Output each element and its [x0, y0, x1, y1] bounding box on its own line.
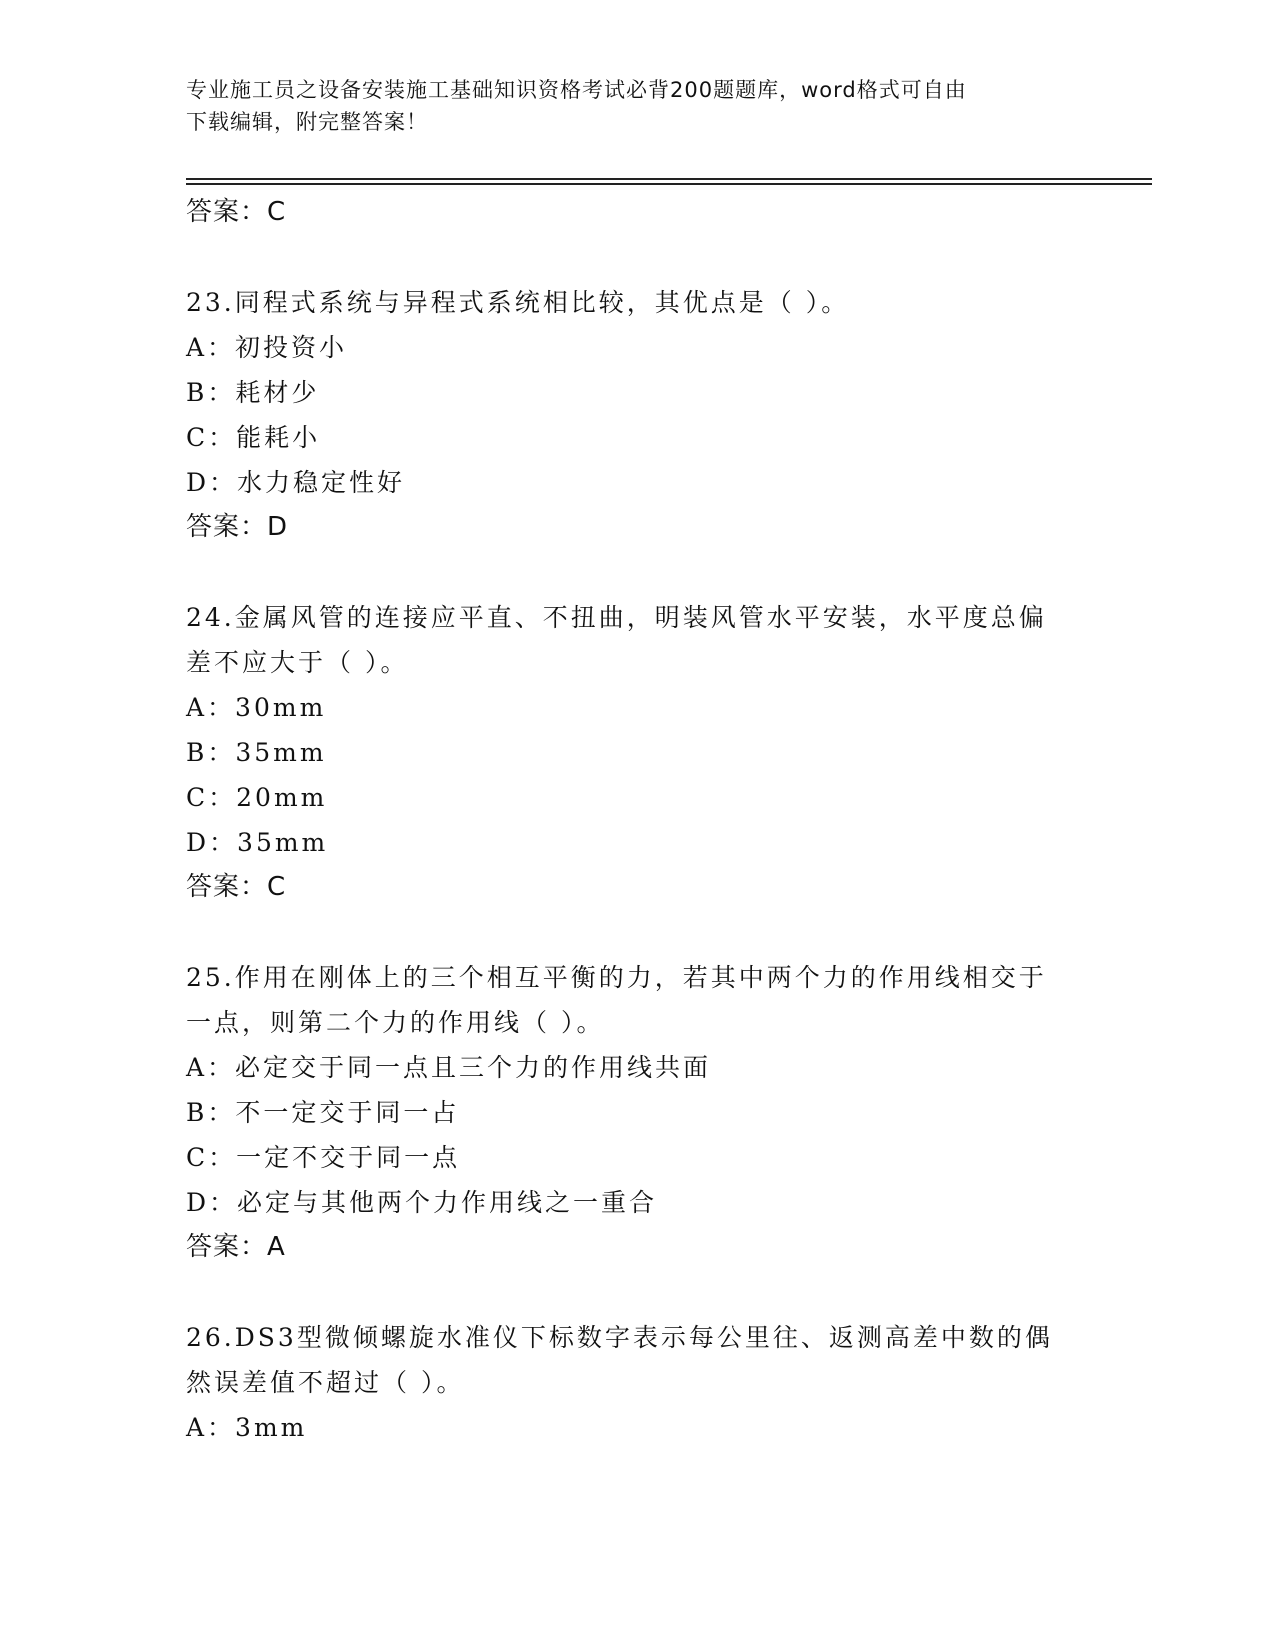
question-text: 25.作用在刚体上的三个相互平衡的力，若其中两个力的作用线相交于 — [186, 963, 1047, 992]
question-list — [186, 190, 1086, 1450]
option-a: A：必定交于同一点且三个力的作用线共面 — [186, 1053, 712, 1082]
previous-answer: 答案：C — [186, 197, 287, 227]
answer: 答案：D — [186, 512, 289, 542]
spacer — [186, 910, 1086, 955]
question-text-cont: 一点，则第二个力的作用线（ ）。 — [186, 1008, 605, 1037]
question-text: 24.金属风管的连接应平直、不扭曲，明装风管水平安装，水平度总偏 — [186, 603, 1047, 632]
spacer — [186, 550, 1086, 595]
question-text-cont: 差不应大于（ ）。 — [186, 648, 409, 677]
option-c: C：一定不交于同一点 — [186, 1143, 461, 1172]
header-line-2: 下载编辑，附完整答案！ — [186, 110, 428, 134]
header-divider-bottom — [186, 183, 1152, 185]
spacer — [186, 235, 1086, 280]
question-25 — [186, 955, 1086, 1270]
question-text: 26.DS3型微倾螺旋水准仪下标数字表示每公里往、返测高差中数的偶 — [186, 1323, 1053, 1352]
answer: 答案：A — [186, 1232, 286, 1262]
option-a: A：3mm — [186, 1413, 308, 1442]
option-d: D：必定与其他两个力作用线之一重合 — [186, 1188, 658, 1217]
option-d: D：水力稳定性好 — [186, 468, 406, 497]
option-b: B：不一定交于同一占 — [186, 1098, 460, 1127]
option-b: B：耗材少 — [186, 378, 320, 407]
header-line-1: 专业施工员之设备安装施工基础知识资格考试必背200题题库，word格式可自由 — [186, 78, 967, 102]
option-a: A：初投资小 — [186, 333, 348, 362]
question-text-cont: 然误差值不超过（ ）。 — [186, 1368, 465, 1397]
header-divider-top — [186, 178, 1152, 180]
spacer — [186, 1270, 1086, 1315]
answer: 答案：C — [186, 872, 287, 902]
option-c: C：能耗小 — [186, 423, 321, 452]
question-text: 23.同程式系统与异程式系统相比较，其优点是（ ）。 — [186, 288, 850, 317]
document-header — [186, 74, 1066, 138]
option-c: C：20mm — [186, 783, 328, 812]
question-23 — [186, 280, 1086, 550]
option-b: B：35mm — [186, 738, 327, 767]
question-26 — [186, 1315, 1086, 1450]
option-d: D：35mm — [186, 828, 329, 857]
option-a: A：30mm — [186, 693, 327, 722]
question-24 — [186, 595, 1086, 910]
